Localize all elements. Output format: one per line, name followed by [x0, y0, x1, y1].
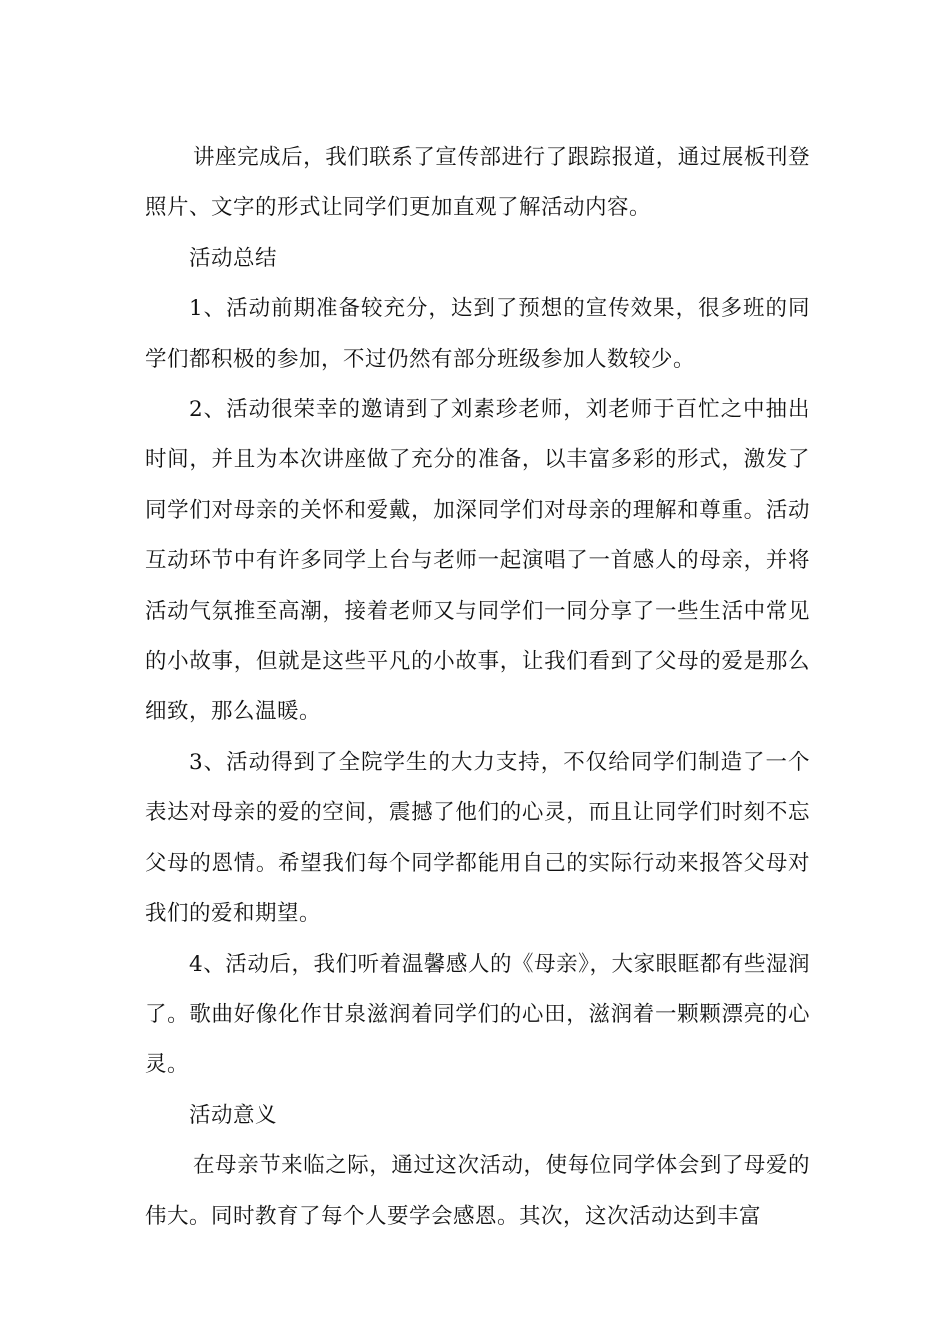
paragraph-summary-2: 2、活动很荣幸的邀请到了刘素珍老师，刘老师于百忙之中抽出时间，并且为本次讲座做了充分的准备，以丰富多彩的形式，激发了同学们对母亲的关怀和爱戴，加深同学们对母亲的理解和尊重。活动互动环节中有许多同学上台与老师一起演唱了一首感人的母亲，并将活动气氛推至高潮，接着老师又与同学们一同分享了一些生活中常见的小故事，但就是这些平凡的小故事，让我们看到了父母的爱是那么细致，那么温暖。	[145, 397, 810, 725]
paragraph-summary-3: 3、活动得到了全院学生的大力支持，不仅给同学们制造了一个表达对母亲的爱的空间，震撼了他们的心灵，而且让同学们时刻不忘父母的恩情。希望我们每个同学都能用自己的实际行动来报答父母对我们的爱和期望。	[145, 749, 810, 927]
paragraph-summary-4: 4、活动后，我们听着温馨感人的《母亲》，大家眼眶都有些湿润了。歌曲好像化作甘泉滋润着同学们的心田，滋润着一颗颗漂亮的心灵。	[145, 951, 810, 1078]
heading-activity-summary: 活动总结	[189, 245, 278, 271]
paragraph-lecture-followup: 讲座完成后，我们联系了宣传部进行了跟踪报道，通过展板刊登照片、文字的形式让同学们更加直观了解活动内容。	[145, 145, 810, 221]
paragraph-significance: 在母亲节来临之际，通过这次活动，使每位同学体会到了母爱的伟大。同时教育了每个人要学会感恩。其次，这次活动达到丰富	[145, 1153, 810, 1229]
heading-activity-significance: 活动意义	[189, 1102, 278, 1128]
paragraph-summary-1: 1、活动前期准备较充分，达到了预想的宣传效果，很多班的同学们都积极的参加，不过仍然有部分班级参加人数较少。	[145, 296, 810, 372]
document-body	[145, 133, 810, 1242]
